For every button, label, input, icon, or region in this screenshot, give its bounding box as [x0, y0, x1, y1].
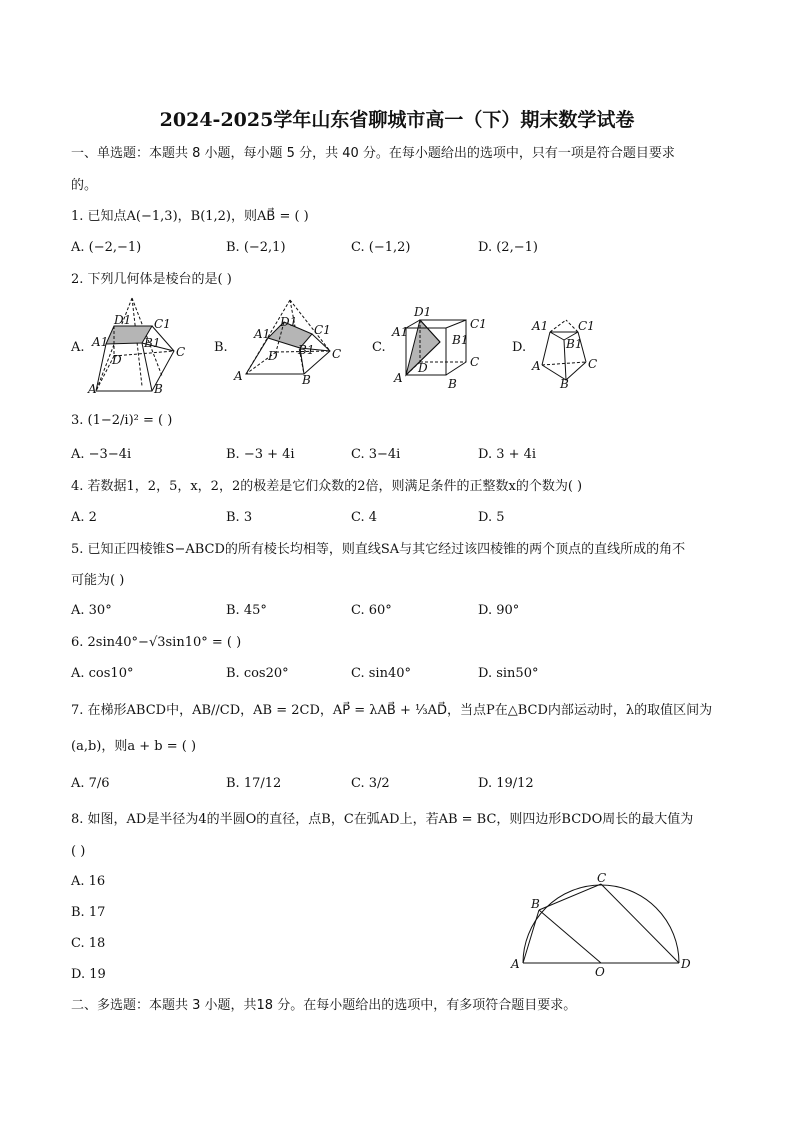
question-2-stem: 2. 下列几何体是棱台的是( ) [71, 272, 232, 287]
q6-option-d: D. sin50° [478, 666, 539, 681]
label-c: C [470, 355, 480, 369]
q4-option-c: C. 4 [351, 510, 378, 525]
question-3-stem: 3. (1−2/i)² = ( ) [71, 413, 173, 428]
label-a1: A1 [254, 327, 271, 341]
q3-option-a: A. −3−4i [71, 447, 132, 462]
label-a: A [234, 369, 243, 383]
label-d: D [112, 353, 122, 367]
label-c1: C1 [578, 319, 595, 333]
label-a1: A1 [392, 325, 409, 339]
label-b: B [448, 377, 457, 391]
q7-option-a: A. 7/6 [71, 776, 110, 791]
label-c1: C1 [314, 323, 331, 337]
label-b1: B1 [144, 336, 161, 350]
q7-option-b: B. 17/12 [226, 776, 282, 791]
label-c: C [332, 347, 342, 361]
q2-option-c: C. [372, 340, 386, 355]
q3-option-b: B. −3 + 4i [226, 447, 295, 462]
label-a: A [88, 382, 97, 396]
label-d: D [418, 361, 428, 375]
label-d: D [268, 349, 278, 363]
q1-option-c: C. (−1,2) [351, 240, 411, 255]
q5-option-b: B. 45° [226, 603, 267, 618]
label-b1: B1 [298, 343, 315, 357]
question-7-stem-cont: (a,b)，则a + b = ( ) [71, 739, 197, 754]
q3-option-c: C. 3−4i [351, 447, 401, 462]
q4-option-a: A. 2 [71, 510, 97, 525]
question-5-stem: 5. 已知正四棱锥S−ABCD的所有棱长均相等，则直线SA与其它经过该四棱锥的两个顶点的直线所成的角不 [71, 542, 686, 557]
q8-option-c: C. 18 [71, 936, 106, 951]
question-8-stem: 8. 如图，AD是半径为4的半圆O的直径，点B，C在弧AD上，若AB = BC，则四边形BCDO周长的最大值为 [71, 812, 694, 827]
figure-cube-c [390, 300, 500, 392]
question-1-stem: 1. 已知点A(−1,3)，B(1,2)，则AB⃗ = ( ) [71, 209, 309, 224]
q4-option-b: B. 3 [226, 510, 253, 525]
q5-option-d: D. 90° [478, 603, 520, 618]
q2-option-b: B. [214, 340, 228, 355]
figure-frustum-b [232, 296, 352, 391]
figure-frustum-a [84, 296, 194, 396]
label-d1: D1 [414, 305, 432, 319]
label-a: A [511, 957, 520, 971]
label-o: O [595, 965, 605, 979]
label-b: B [154, 382, 163, 396]
q2-option-a: A. [71, 340, 85, 355]
label-a: A [394, 371, 403, 385]
label-c1: C1 [154, 317, 171, 331]
label-d1: D1 [280, 315, 298, 329]
label-b: B [560, 377, 569, 390]
label-c1: C1 [470, 317, 487, 331]
q7-option-d: D. 19/12 [478, 776, 534, 791]
q5-option-c: C. 60° [351, 603, 392, 618]
q7-option-c: C. 3/2 [351, 776, 390, 791]
label-a1: A1 [532, 319, 549, 333]
label-a1: A1 [92, 335, 109, 349]
label-a: A [532, 359, 541, 373]
question-4-stem: 4. 若数据1，2，5，x，2，2的极差是它们众数的2倍，则满足条件的正整数x的个数为( ) [71, 479, 583, 494]
q6-option-a: A. cos10° [71, 666, 134, 681]
section-heading-multi-choice: 二、多选题：本题共 3 小题，共18 分。在每小题给出的选项中，有多项符合题目要求。 [71, 998, 577, 1013]
figure-pyramid-d [530, 310, 610, 390]
question-5-stem-cont: 可能为( ) [71, 573, 125, 588]
q8-option-a: A. 16 [71, 874, 106, 889]
question-6-stem: 6. 2sin40°−√3sin10° = ( ) [71, 635, 242, 650]
q6-option-b: B. cos20° [226, 666, 289, 681]
q1-option-b: B. (−2,1) [226, 240, 286, 255]
q5-option-a: A. 30° [71, 603, 112, 618]
q6-option-c: C. sin40° [351, 666, 411, 681]
label-c: C [176, 345, 186, 359]
question-7-stem: 7. 在梯形ABCD中，AB//CD，AB = 2CD，AP⃗ = λAB⃗ + ⅓AD⃗，当点P在△BCD内部运动时，λ的取值区间为 [71, 703, 713, 718]
label-c: C [597, 871, 607, 885]
q4-option-d: D. 5 [478, 510, 505, 525]
q8-option-d: D. 19 [71, 967, 106, 982]
label-b: B [302, 373, 311, 387]
q8-option-b: B. 17 [71, 905, 106, 920]
q1-option-d: D. (2,−1) [478, 240, 538, 255]
page-title: 2024-2025学年山东省聊城市高一（下）期末数学试卷 [159, 109, 635, 131]
figure-semicircle [505, 870, 695, 980]
q3-option-d: D. 3 + 4i [478, 447, 537, 462]
q2-option-d: D. [512, 340, 527, 355]
q1-option-a: A. (−2,−1) [71, 240, 142, 255]
label-c: C [588, 357, 598, 371]
section-heading-single-choice: 一、单选题：本题共 8 小题，每小题 5 分，共 40 分。在每小题给出的选项中，只有一项是符合题目要求 [71, 146, 675, 161]
question-8-stem-cont: ( ) [71, 844, 86, 859]
section-heading-cont: 的。 [71, 178, 98, 193]
label-b: B [531, 897, 540, 911]
label-b1: B1 [452, 333, 469, 347]
label-d1: D1 [114, 313, 132, 327]
label-b1: B1 [566, 337, 583, 351]
label-d: D [681, 957, 691, 971]
